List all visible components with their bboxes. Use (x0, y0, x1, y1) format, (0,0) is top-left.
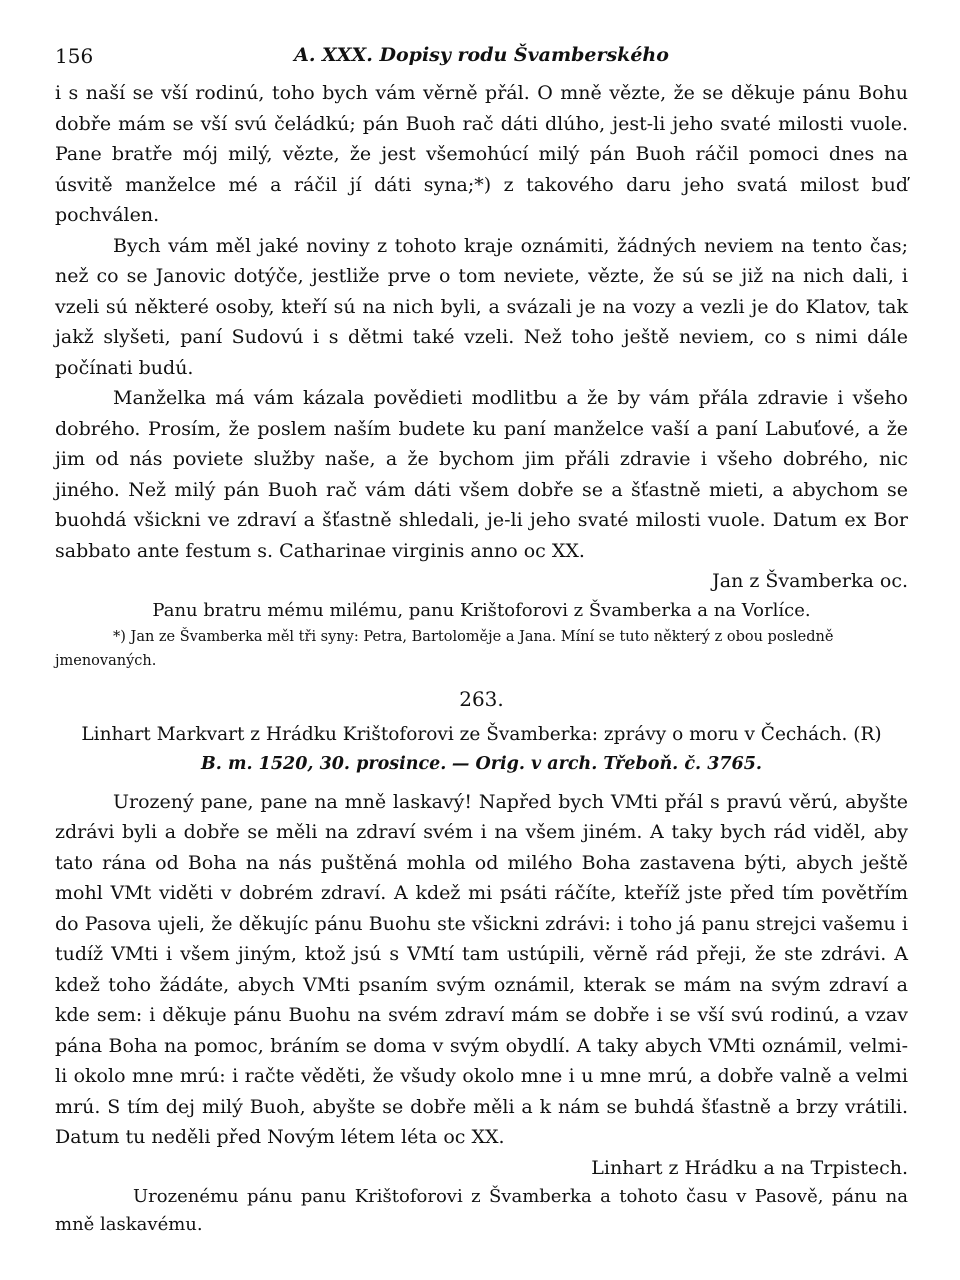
source-archive: — Orig. v arch. Třeboň. č. 3765. (451, 753, 762, 774)
letter-262-paragraph-3: Manželka má vám kázala povědieti modlitbu a že by vám přála zdravie i všeho dobrého. Prosím, že poslem naším budete ku paní manželce vaší a paní Labuťové, a že jim od nás poviete služby naše, a že bychom jim přáli zdravie i všeho dobrého, nic jiného. Než milý pán Buoh rač vám dáti všem dobře se a šťastně mieti, a abychom se buohdá všickni ve zdraví a šťastně shledali, je-li jeho svaté milosti vuole. Datum ex Bor sabbato ante festum s. Catharinae virginis anno oc XX. (55, 387, 908, 562)
footnote: *) Jan ze Švamberka měl tři syny: Petra, Bartoloměje a Jana. Míní se tuto některý z obou posledně jmenovaných. (55, 628, 834, 669)
source-date: B. m. 1520, 30. prosince. (201, 753, 447, 774)
letter-262-body (55, 78, 908, 597)
letter-262-paragraph-2: Bych vám měl jaké noviny z tohoto kraje oznámiti, žádných neviem na tento čas; než co se Janovic dotýče, jestliže prve o tom neviete, vězte, že sú se již na nich dali, i vzeli sú některé osoby, kteří sú na nich byli, a svázali je na vozy a vezli je do Klatov, tak jakž slyšeti, paní Sudovú i s dětmi také vzeli. Než toho ještě neviem, co s nimi dále počínati budú. (55, 234, 908, 379)
page-header (55, 40, 908, 78)
letter-263-address: Urozenému pánu panu Krištoforovi z Švamberka a tohoto času v Pasově, pánu na mně laskavému. (55, 1186, 908, 1235)
letter-263-signature: Linhart z Hrádku a na Trpistech. (591, 1156, 908, 1179)
book-page (55, 40, 908, 1239)
document-source (55, 749, 908, 779)
running-title: A. XXX. Dopisy rodu Švamberského (294, 44, 669, 66)
document-title: Linhart Markvart z Hrádku Krištoforovi ze Švamberka: zprávy o moru v Čechách. (R) (81, 723, 882, 745)
page-number: 156 (55, 44, 94, 68)
letter-262-address: Panu bratru mému milému, panu Krištoforovi z Švamberka a na Vorlíce. (152, 599, 811, 621)
letter-262-paragraph-1: i s naší se vší rodinú, toho bych vám věrně přál. O mně vězte, že se děkuje pánu Bohu dobře mám se vší svú čeládkú; pán Buoh rač dáti dlúho, jest-li jeho svaté milosti vuole. Pane bratře mój milý, vězte, že jest všemohúcí milý pán Buoh ráčil pomoci dnes na úsvitě manželce mé a ráčil jí dáti syna;*) z takového daru jeho svatá milost buď pochválen. (55, 82, 908, 226)
letter-263-body (55, 787, 908, 1184)
letter-263-paragraph: Urozený pane, pane na mně laskavý! Napřed bych VMti přál s pravú věrú, abyšte zdrávi byli a dobře se měli na zdraví svém i na všem jiném. A taky bych rád viděl, aby tato rána od Boha na nás puštěná mohla od milého Boha zastavena býti, abych ještě mohl VMt viděti v dobrém zdraví. A kdež mi psáti ráčíte, kteříž jste před tím povětřím do Pasova ujeli, že děkujíc pánu Buohu ste všickni zdrávi: i toho já panu strejci vašemu i tudíž VMti i všem jiným, ktož jsú s VMtí tam ustúpili, věrně rád přeji, že ste zdrávi. A kdež toho žádáte, abych VMti psaním svým oznámil, kterak se mám na svým zdraví a kde sem: i děkuje pánu Buohu na svém zdraví mám se dobře i se vší svú rodinú, a vzav pána Boha na pomoc, bráním se doma v svým obydlí. A taky abych VMti oznámil, velmi-li okolo mne mrú: i račte věděti, že všudy okolo mne i u mne mrú, a dobře valně a velmi mrú. S tím dej milý Buoh, abyšte se dobře měli a k nám se buhdá šťastně a brzy vrátili. Datum tu neděli před Novým létem léta oc XX. (55, 790, 908, 1148)
letter-262-signature: Jan z Švamberka oc. (712, 570, 908, 592)
document-number: 263. (459, 686, 504, 711)
